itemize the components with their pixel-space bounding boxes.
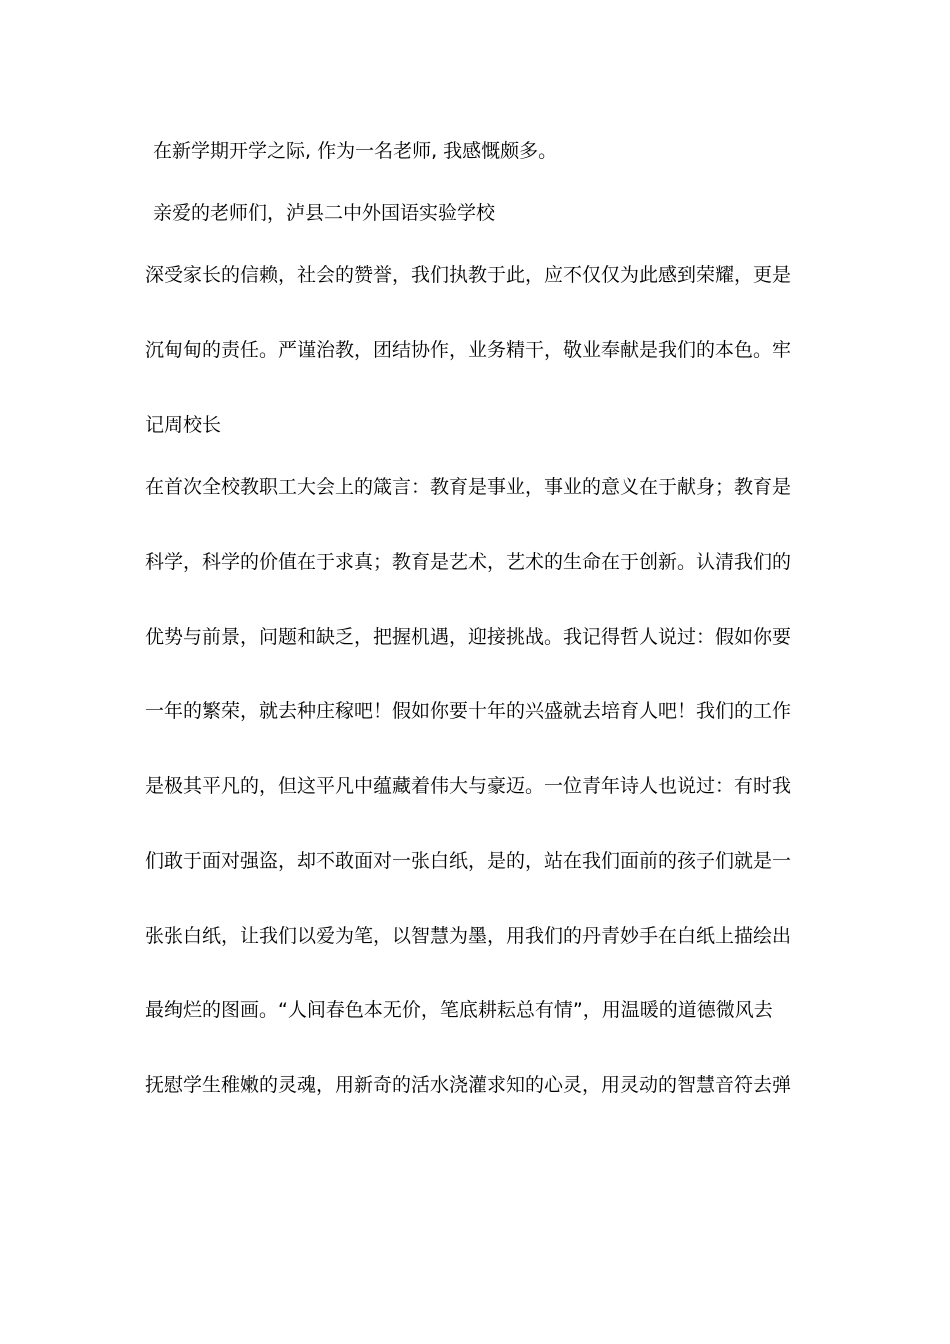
greeting-line: 亲爱的老师们，泸县二中外国语实验学校 <box>153 202 496 224</box>
body-line: 深受家长的信赖，社会的赞誉，我们执教于此，应不仅仅为此感到荣耀，更是 <box>145 264 792 286</box>
body-line: 最绚烂的图画。“人间春色本无价，笔底耕耘总有情”，用温暖的道德微风去 <box>145 999 773 1021</box>
body-line: 一年的繁荣，就去种庄稼吧！假如你要十年的兴盛就去培育人吧！我们的工作 <box>145 700 792 722</box>
body-line: 是极其平凡的，但这平凡中蕴藏着伟大与豪迈。一位青年诗人也说过：有时我 <box>145 775 792 797</box>
intro-line: 在新学期开学之际, 作为一名老师, 我感慨颇多。 <box>153 140 558 162</box>
body-line: 们敢于面对强盗，却不敢面对一张白纸，是的，站在我们面前的孩子们就是一 <box>145 850 792 872</box>
body-line: 记周校长 <box>145 414 222 436</box>
body-line: 抚慰学生稚嫩的灵魂，用新奇的活水浇灌求知的心灵，用灵动的智慧音符去弹 <box>145 1074 792 1096</box>
body-line: 科学，科学的价值在于求真；教育是艺术，艺术的生命在于创新。认清我们的 <box>145 551 792 573</box>
body-line: 在首次全校教职工大会上的箴言：教育是事业，事业的意义在于献身；教育是 <box>145 476 792 498</box>
body-line: 优势与前景，问题和缺乏，把握机遇，迎接挑战。我记得哲人说过：假如你要 <box>145 626 792 648</box>
body-line: 沉甸甸的责任。严谨治教，团结协作，业务精干，敬业奉献是我们的本色。牢 <box>145 339 792 361</box>
body-line: 张张白纸，让我们以爱为笔，以智慧为墨，用我们的丹青妙手在白纸上描绘出 <box>145 925 792 947</box>
